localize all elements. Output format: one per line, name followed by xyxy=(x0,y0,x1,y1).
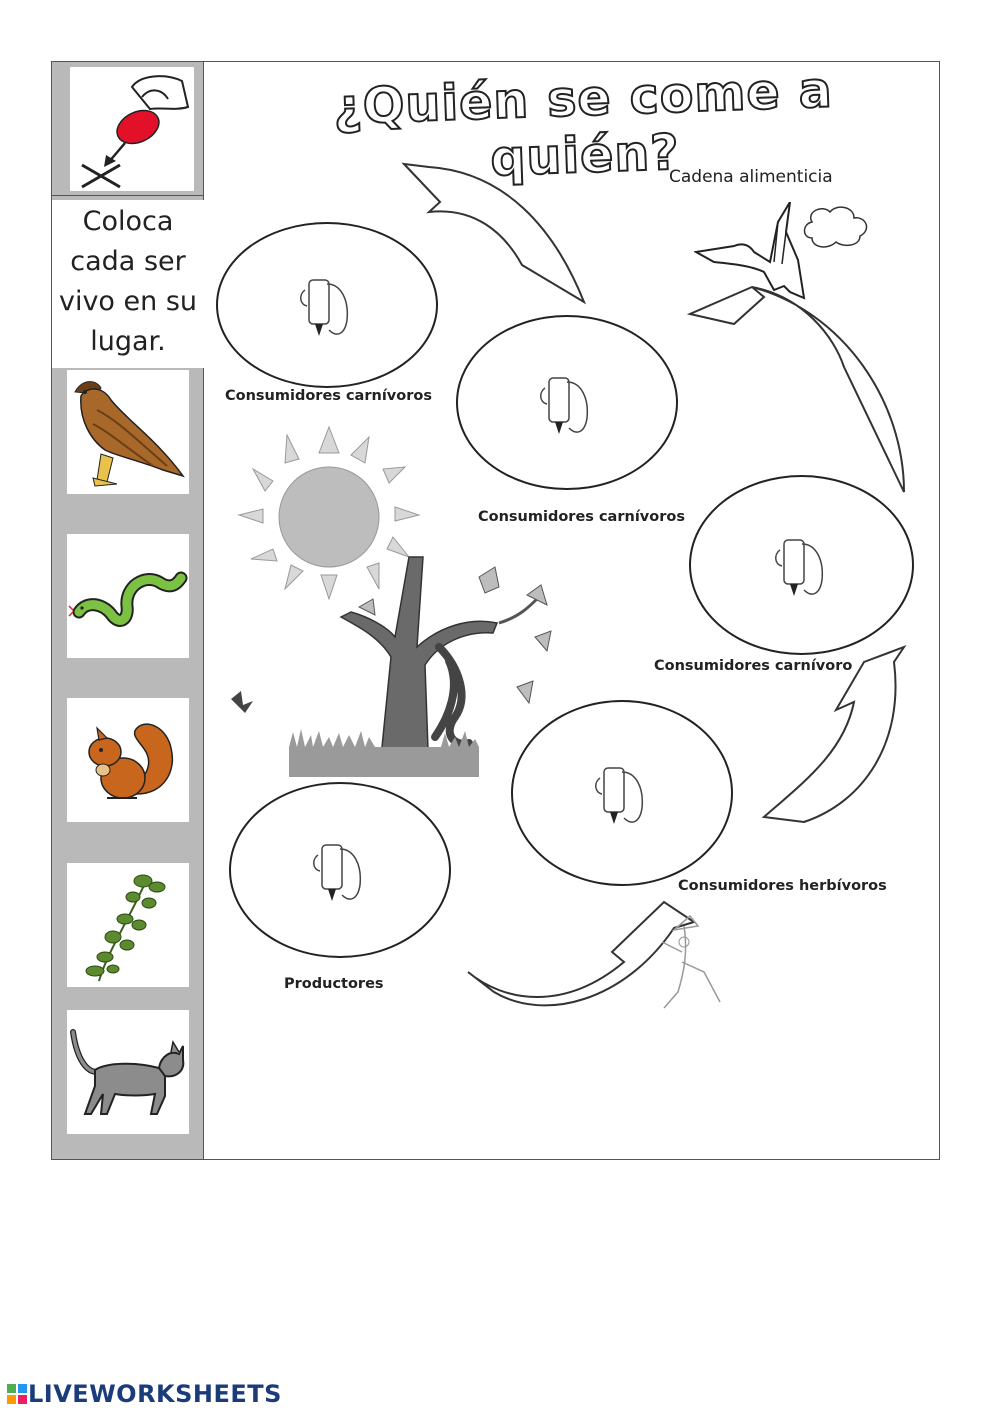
draggable-card-snake[interactable] xyxy=(67,534,189,658)
label-carnivores-1: Consumidores carnívoros xyxy=(225,388,432,404)
snake-icon xyxy=(67,534,189,658)
draggable-card-eagle[interactable] xyxy=(67,370,189,494)
label-carnivores-2: Consumidores carnívoros xyxy=(478,509,685,525)
glue-hand-icon xyxy=(772,520,832,610)
drop-zone-carnivore-3[interactable] xyxy=(689,475,914,655)
drag-instruction-icon xyxy=(70,67,194,191)
drop-zone-carnivores-1[interactable] xyxy=(216,222,438,388)
drop-zone-herbivores[interactable] xyxy=(511,700,733,886)
worksheet xyxy=(51,61,940,1160)
cat-icon xyxy=(67,1010,189,1134)
glue-hand-icon xyxy=(310,825,370,915)
eagle-icon xyxy=(67,370,189,494)
glue-hand-icon xyxy=(592,748,652,838)
draggable-card-cat[interactable] xyxy=(67,1010,189,1134)
subtitle: Cadena alimenticia xyxy=(669,167,833,187)
sidebar-divider xyxy=(52,195,204,196)
flying-eagle-icon xyxy=(694,202,914,302)
drop-zone-producers[interactable] xyxy=(229,782,451,958)
label-carnivore-3: Consumidores carnívoro xyxy=(654,658,853,674)
drop-zone-carnivores-2[interactable] xyxy=(456,315,678,490)
person-with-net-sketch xyxy=(644,912,784,1012)
brand-name: LIVEWORKSHEETS xyxy=(28,1380,282,1408)
label-herbivores: Consumidores herbívoros xyxy=(678,878,887,894)
label-producers: Productores xyxy=(284,976,384,992)
plant-icon xyxy=(67,863,189,987)
sidebar xyxy=(52,62,204,1159)
liveworksheets-logo xyxy=(6,1380,282,1408)
instruction-text: Coloca cada ser vivo en su lugar. xyxy=(52,200,204,368)
squirrel-icon xyxy=(67,698,189,822)
draggable-card-plant[interactable] xyxy=(67,863,189,987)
main-content xyxy=(204,62,939,1159)
glue-hand-icon xyxy=(297,260,357,350)
glue-hand-icon xyxy=(537,358,597,448)
draggable-card-squirrel[interactable] xyxy=(67,698,189,822)
page-title: ¿Quién se come a quién? xyxy=(332,61,834,188)
logo-mark-icon xyxy=(6,1383,28,1405)
